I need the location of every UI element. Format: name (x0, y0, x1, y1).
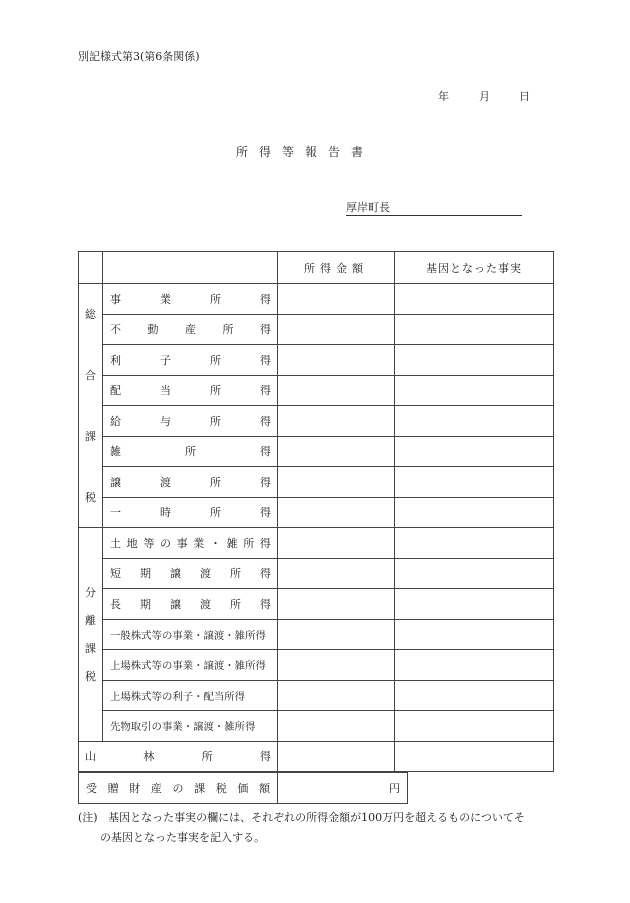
label-char: 得 (260, 475, 271, 489)
fact-cell[interactable] (395, 528, 554, 559)
date-year: 年 (438, 90, 449, 103)
label-char: 税 (215, 782, 227, 795)
label-char: 得 (260, 384, 271, 398)
label-char: 業 (193, 536, 205, 550)
label-char: 得 (260, 323, 271, 337)
item-label (103, 497, 278, 528)
item-label (103, 528, 278, 559)
date-day: 日 (519, 90, 530, 103)
table-row (79, 741, 554, 772)
amount-cell[interactable] (278, 436, 395, 467)
label-char: 所 (230, 597, 241, 611)
group-label-char: 税 (85, 670, 96, 684)
item-label (103, 589, 278, 620)
label-char: 山 (85, 750, 96, 764)
fact-cell[interactable] (395, 680, 554, 711)
label-char: 事 (176, 536, 188, 550)
label-char: 得 (260, 353, 271, 367)
fact-cell[interactable] (395, 314, 554, 345)
label-char: 得 (260, 414, 271, 428)
label-char: 等 (143, 536, 155, 550)
label-char: 雑 (110, 445, 121, 459)
spread-label (110, 321, 271, 337)
label-char: 所 (210, 292, 221, 306)
label-char: 産 (150, 782, 162, 795)
label-char: 所 (210, 506, 221, 520)
item-label: 先物取引の事業・譲渡・雑所得 (103, 711, 278, 742)
label-char: 与 (160, 414, 171, 428)
gift-table (78, 772, 408, 804)
label-char: 譲 (170, 567, 181, 581)
label-char: 動 (147, 323, 159, 337)
label-char: 所 (243, 536, 255, 550)
group-label-char: 分 (85, 586, 96, 600)
fact-cell[interactable] (395, 619, 554, 650)
date-row (438, 88, 530, 104)
label-char: 林 (143, 750, 155, 764)
header-amount: 所得金額 (278, 252, 395, 284)
table-row (79, 680, 554, 711)
label-char: 渡 (160, 475, 171, 489)
group-label-char: 課 (85, 642, 96, 656)
item-label (103, 314, 278, 345)
amount-cell[interactable] (278, 528, 395, 559)
fact-cell[interactable] (395, 558, 554, 589)
spread-label (110, 291, 271, 307)
table-row (79, 589, 554, 620)
table-row (79, 345, 554, 376)
gift-label (79, 773, 278, 804)
item-label (103, 467, 278, 498)
spread-label (110, 382, 271, 398)
amount-cell[interactable] (278, 711, 395, 742)
item-label (103, 406, 278, 437)
item-label (103, 375, 278, 406)
spread-label (85, 748, 271, 764)
label-char: 財 (129, 782, 141, 795)
header-blank-1 (79, 252, 103, 284)
group-label-char: 離 (85, 614, 96, 628)
spread-label (110, 565, 271, 581)
label-char: 受 (86, 782, 97, 795)
item-label (79, 741, 278, 772)
header-blank-2 (103, 252, 278, 284)
spread-label (110, 535, 271, 551)
table-row (79, 711, 554, 742)
spread-label (110, 474, 271, 490)
label-char: 得 (260, 445, 271, 459)
label-char: 短 (110, 567, 121, 581)
amount-cell[interactable] (278, 589, 395, 620)
amount-cell[interactable] (278, 314, 395, 345)
table-row (79, 497, 554, 528)
label-char: 期 (140, 567, 151, 581)
table-row (79, 284, 554, 315)
label-char: 産 (185, 323, 196, 337)
label-char: 所 (230, 567, 241, 581)
label-char: 期 (140, 597, 151, 611)
label-char: 価 (237, 782, 249, 795)
table-row (79, 375, 554, 406)
fact-cell[interactable] (395, 345, 554, 376)
recipient: 厚岸町長 (346, 199, 522, 216)
fact-cell[interactable] (395, 650, 554, 681)
label-char: 得 (260, 292, 271, 306)
label-char: 渡 (200, 597, 211, 611)
page-title: 所得等報告書 (236, 145, 375, 159)
spread-label (86, 780, 270, 796)
item-label (103, 558, 278, 589)
table-row (79, 773, 408, 804)
label-char: 所 (210, 414, 221, 428)
table-row (79, 314, 554, 345)
label-char: 時 (160, 506, 171, 520)
label-char: 長 (110, 597, 121, 611)
fact-cell[interactable] (395, 406, 554, 437)
amount-cell[interactable] (278, 497, 395, 528)
item-label: 上場株式等の事業・譲渡・雑所得 (103, 650, 278, 681)
amount-cell[interactable] (278, 650, 395, 681)
label-char: 譲 (110, 475, 121, 489)
item-label: 上場株式等の利子・配当所得 (103, 680, 278, 711)
note (78, 808, 558, 848)
date-month: 月 (479, 90, 490, 103)
amount-cell[interactable] (278, 345, 395, 376)
table-row (79, 558, 554, 589)
label-char: 課 (194, 782, 206, 795)
amount-cell[interactable] (278, 741, 395, 772)
item-label (103, 436, 278, 467)
table-row (79, 528, 554, 559)
group-total-label (79, 284, 103, 528)
amount-cell[interactable] (278, 406, 395, 437)
fact-cell[interactable] (395, 711, 554, 742)
label-char: 所 (210, 353, 221, 367)
table-row (79, 406, 554, 437)
label-char: 配 (110, 384, 121, 398)
header-fact: 基因となった事実 (395, 252, 554, 284)
amount-cell[interactable] (278, 375, 395, 406)
label-char: 得 (260, 567, 271, 581)
label-char: 土 (110, 536, 121, 550)
table-row (79, 436, 554, 467)
item-label (103, 345, 278, 376)
label-char: 得 (260, 506, 271, 520)
table-header-row (79, 252, 554, 284)
group-label-char: 課 (85, 429, 96, 443)
label-char: 得 (259, 536, 271, 550)
note-mark: (注) (78, 811, 98, 824)
label-char: 額 (259, 782, 270, 795)
group-label-char: 合 (85, 369, 96, 383)
label-char: 贈 (107, 782, 119, 795)
label-char: 譲 (170, 597, 181, 611)
label-char: 業 (160, 292, 171, 306)
label-char: 所 (201, 750, 213, 764)
label-char: 得 (260, 597, 271, 611)
fact-cell[interactable] (395, 284, 554, 315)
spread-label (110, 413, 271, 429)
spread-label (110, 596, 271, 612)
label-char: 子 (160, 353, 171, 367)
gift-amount-cell[interactable]: 円 (278, 773, 408, 804)
fact-cell[interactable] (395, 589, 554, 620)
label-char: 渡 (200, 567, 211, 581)
label-char: 不 (110, 323, 121, 337)
note-line-2: の基因となった事実を記入する。 (100, 831, 265, 844)
amount-cell[interactable] (278, 619, 395, 650)
label-char: 地 (126, 536, 138, 550)
label-char: の (159, 536, 171, 550)
label-char: 所 (210, 384, 221, 398)
group-separate-label (79, 528, 103, 742)
label-char: 所 (185, 445, 196, 459)
spread-label (110, 443, 271, 459)
form-label: 別記様式第3(第6条関係) (78, 50, 200, 63)
table-row (79, 467, 554, 498)
group-label-char: 総 (85, 308, 96, 322)
fact-cell[interactable] (395, 497, 554, 528)
table-row (79, 619, 554, 650)
amount-cell[interactable] (278, 680, 395, 711)
label-char: 利 (110, 353, 121, 367)
label-char: 得 (259, 750, 271, 764)
amount-cell[interactable] (278, 467, 395, 498)
group-label-char: 税 (85, 490, 96, 504)
label-char: ・ (209, 536, 221, 550)
fact-cell[interactable] (395, 375, 554, 406)
table-row (79, 650, 554, 681)
label-char: 事 (110, 292, 121, 306)
label-char: 雑 (226, 536, 238, 550)
label-char: の (172, 782, 184, 795)
label-char: 所 (222, 323, 234, 337)
fact-cell[interactable] (395, 741, 554, 772)
amount-cell[interactable] (278, 558, 395, 589)
item-label (103, 284, 278, 315)
income-table (78, 251, 554, 772)
note-line-1: 基因となった事実の欄には、それぞれの所得金額が100万円を超えるものについてそ (108, 811, 525, 824)
label-char: 所 (210, 475, 221, 489)
label-char: 当 (160, 384, 171, 398)
spread-label (110, 504, 271, 520)
fact-cell[interactable] (395, 467, 554, 498)
spread-label (110, 352, 271, 368)
label-char: 一 (110, 506, 121, 520)
fact-cell[interactable] (395, 436, 554, 467)
label-char: 給 (110, 414, 121, 428)
amount-cell[interactable] (278, 284, 395, 315)
item-label: 一般株式等の事業・譲渡・雑所得 (103, 619, 278, 650)
